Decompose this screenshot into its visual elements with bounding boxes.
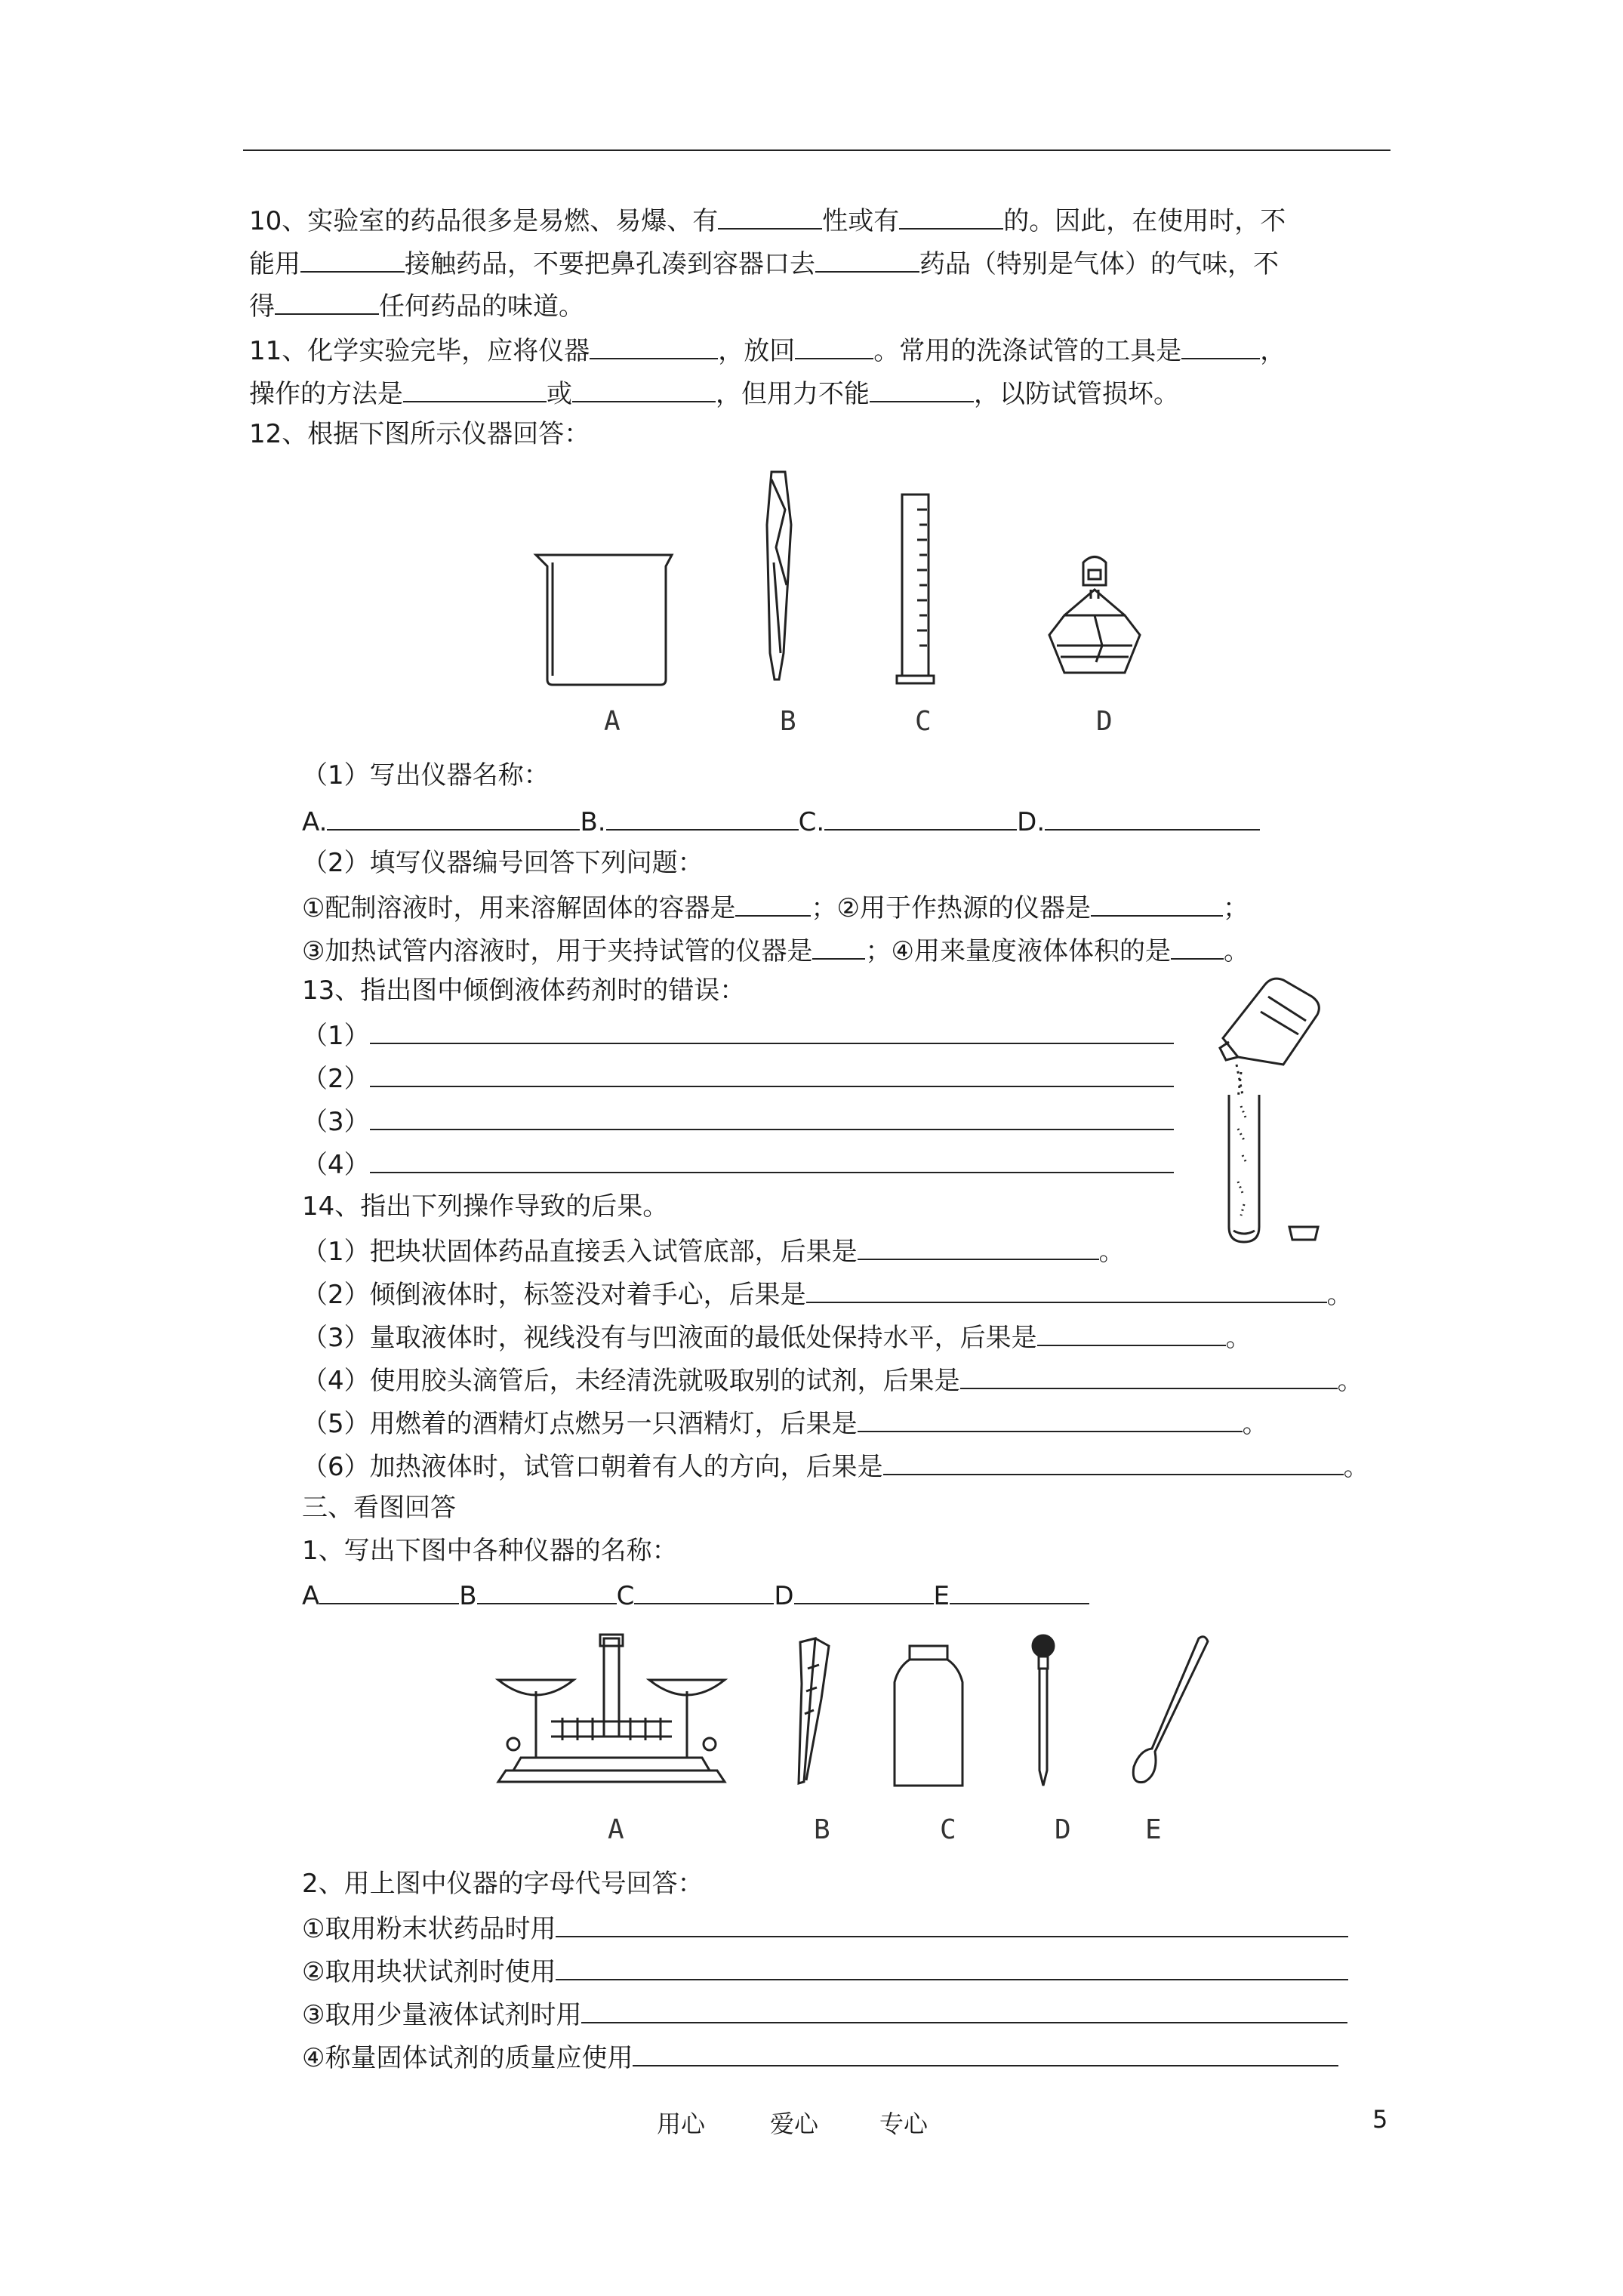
blank[interactable] [812, 932, 865, 960]
fig-label-b: B [814, 1814, 830, 1845]
q12-line-2: ③加热试管内溶液时，用于夹持试管的仪器是 ；④用来量度液体体积的是 。 [302, 932, 1249, 968]
page-number: 5 [1372, 2105, 1388, 2134]
blank[interactable] [1181, 332, 1260, 359]
balance-icon [498, 1635, 725, 1782]
blank[interactable] [477, 1577, 617, 1604]
blank[interactable] [794, 1577, 934, 1604]
blank[interactable] [899, 202, 1003, 230]
section-3-heading: 三、看图回答 [302, 1493, 456, 1523]
q13-item-4: （4） [302, 1146, 1174, 1182]
q14-title: 14、指出下列操作导致的后果。 [302, 1191, 669, 1222]
test-tube-icon [1229, 1095, 1259, 1242]
footer-word: 专心 [879, 2110, 929, 2138]
blank[interactable] [590, 332, 718, 359]
q12-names-line: A. B. C. D. [302, 803, 1260, 839]
header-rule [243, 149, 1390, 151]
s3-q1-blanks: A B C D E [302, 1577, 1089, 1613]
fig-label-c: C [940, 1814, 956, 1845]
blank[interactable] [1045, 803, 1260, 831]
blank[interactable] [1171, 932, 1224, 960]
test-tube-holder-icon [767, 472, 791, 680]
answer-line[interactable] [370, 1103, 1174, 1130]
s3-q1: 1、写出下图中各种仪器的名称： [302, 1536, 678, 1566]
blank[interactable] [634, 1577, 774, 1604]
q12-s1: （1）写出仪器名称： [302, 760, 550, 791]
q10-line-1: 10、实验室的药品很多是易燃、易爆、有 性或有 的。因此，在使用时，不 [249, 202, 1286, 238]
q11-line-1: 11、化学实验完毕，应将仪器 ，放回 。常用的洗涤试管的工具是 ， [249, 332, 1286, 368]
q14-item-3: （3）量取液体时，视线没有与凹液面的最低处保持水平，后果是 。 [302, 1319, 1252, 1354]
answer-line[interactable] [960, 1362, 1338, 1389]
blank[interactable] [950, 1577, 1089, 1604]
blank[interactable] [735, 889, 811, 917]
dropper-icon [1033, 1635, 1054, 1786]
s3-q2-item-2: ②取用块状试剂时使用 [302, 1953, 1348, 1989]
blank[interactable] [300, 245, 405, 273]
blank[interactable] [1091, 889, 1223, 917]
wide-mouth-bottle-icon [895, 1646, 962, 1786]
blank[interactable] [870, 375, 974, 402]
q10-line-2: 能用 接触药品，不要把鼻孔凑到容器口去 药品（特别是气体）的气味，不 [249, 245, 1279, 281]
answer-line[interactable] [370, 1146, 1174, 1173]
blank[interactable] [824, 803, 1017, 831]
blank[interactable] [572, 375, 716, 402]
s3-q2-item-3: ③取用少量液体试剂时用 [302, 1996, 1347, 2032]
answer-line[interactable] [581, 1996, 1347, 2023]
q13-item-3: （3） [302, 1103, 1174, 1139]
blank[interactable] [606, 803, 799, 831]
answer-line[interactable] [858, 1405, 1243, 1432]
q12-title: 12、根据下图所示仪器回答： [249, 419, 590, 449]
q14-item-5: （5）用燃着的酒精灯点燃另一只酒精灯，后果是 。 [302, 1405, 1268, 1441]
answer-line[interactable] [883, 1448, 1344, 1475]
s3-figure [491, 1623, 1246, 1812]
blank[interactable] [403, 375, 547, 402]
beaker-icon [536, 555, 672, 685]
q12-line-1: ①配制溶液时，用来溶解固体的容器是 ；②用于作热源的仪器是 ； [302, 889, 1249, 925]
blank[interactable] [319, 1577, 459, 1604]
answer-line[interactable] [370, 1017, 1174, 1044]
answer-line[interactable] [1037, 1319, 1226, 1346]
q14-item-4: （4）使用胶头滴管后，未经清洗就吸取别的试剂，后果是 。 [302, 1362, 1363, 1398]
blank[interactable] [327, 803, 580, 831]
q13-title: 13、指出图中倾倒液体药剂时的错误： [302, 975, 746, 1006]
answer-line[interactable] [556, 1910, 1348, 1937]
q14-item-1: （1）把块状固体药品直接丢入试管底部，后果是 。 [302, 1233, 1125, 1268]
fig-label-a: A [608, 1814, 624, 1845]
footer-word: 用心 [657, 2110, 706, 2138]
fig-label-d: D [1096, 706, 1113, 737]
pouring-figure [1215, 966, 1329, 1246]
blank[interactable] [275, 288, 379, 315]
q10-line-3: 得 任何药品的味道。 [249, 288, 584, 323]
s3-q2: 2、用上图中仪器的字母代号回答： [302, 1869, 704, 1899]
footer-word: 爱心 [770, 2110, 819, 2138]
s3-q2-item-1: ①取用粉末状药品时用 [302, 1910, 1348, 1946]
answer-line[interactable] [806, 1276, 1327, 1303]
q12-s2: （2）填写仪器编号回答下列问题： [302, 848, 704, 878]
fig-label-e: E [1145, 1814, 1162, 1845]
blank[interactable] [795, 332, 873, 359]
tweezers-icon [799, 1638, 829, 1783]
reagent-bottle-icon [1220, 978, 1319, 1065]
q11-line-2: 操作的方法是 或 ，但用力不能 ，以防试管损坏。 [249, 375, 1179, 411]
fig-label-b: B [780, 706, 796, 737]
q12-figure [528, 464, 1208, 744]
blank[interactable] [718, 202, 822, 230]
fig-label-a: A [604, 706, 621, 737]
answer-line[interactable] [858, 1233, 1099, 1260]
q13-item-1: （1） [302, 1017, 1174, 1052]
q14-item-6: （6）加热液体时，试管口朝着有人的方向，后果是 。 [302, 1448, 1369, 1484]
answer-line[interactable] [633, 2039, 1338, 2066]
medicine-spoon-icon [1133, 1637, 1208, 1783]
stopper-icon [1289, 1227, 1318, 1240]
graduated-cylinder-icon [897, 495, 934, 683]
answer-line[interactable] [370, 1060, 1174, 1087]
q13-item-2: （2） [302, 1060, 1174, 1096]
q14-item-2: （2）倾倒液体时，标签没对着手心，后果是 。 [302, 1276, 1353, 1311]
alcohol-lamp-icon [1049, 557, 1140, 673]
fig-label-d: D [1055, 1814, 1071, 1845]
blank[interactable] [815, 245, 919, 273]
answer-line[interactable] [556, 1953, 1348, 1980]
fig-label-c: C [915, 706, 932, 737]
s3-q2-item-4: ④称量固体试剂的质量应使用 [302, 2039, 1338, 2075]
